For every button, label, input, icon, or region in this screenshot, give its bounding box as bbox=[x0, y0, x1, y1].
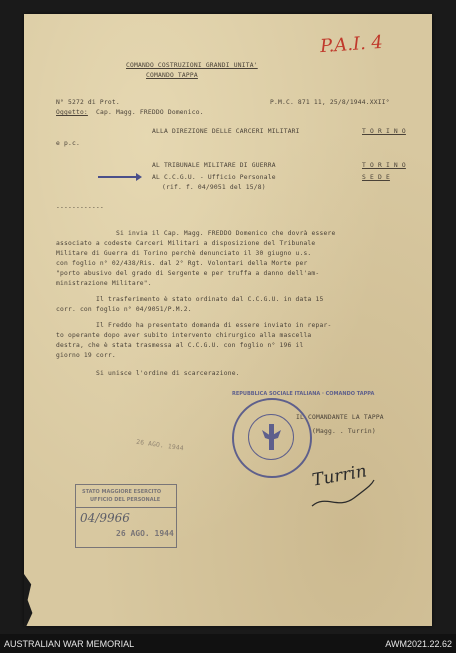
protocol-number: N° 5272 di Prot. bbox=[56, 99, 120, 106]
registry-date: 26 AGO. 1944 bbox=[116, 529, 174, 538]
addressee-1: ALLA DIREZIONE DELLE CARCERI MILITARI bbox=[152, 128, 300, 135]
body-line: associato a codeste Carceri Militari a disposizione del Tribunale bbox=[56, 240, 316, 247]
body-line: Militare di Guerra di Torino perchè denunciato il 30 giugno u.s. bbox=[56, 250, 312, 257]
body-line: Si invia il Cap. Magg. FREDDO Domenico che dovrà essere bbox=[116, 230, 336, 237]
separator: ------------ bbox=[56, 204, 104, 211]
post-and-date: P.M.C. 871 11, 25/8/1944.XXII° bbox=[270, 99, 390, 106]
subject-text: Cap. Magg. FREDDO Domenico. bbox=[96, 109, 204, 116]
addressee-3-place: S E D E bbox=[362, 174, 390, 181]
body-line: Il trasferimento è stato ordinato dal C.C.G.U. in data 15 bbox=[96, 296, 324, 303]
body-line: destra, che è stata trasmessa al C.C.G.U. con foglio n° 196 il bbox=[56, 342, 304, 349]
body-line: ministrazione Militare". bbox=[56, 280, 152, 287]
body-line: Si unisce l'ordine di scarcerazione. bbox=[96, 370, 240, 377]
org-line1: COMANDO COSTRUZIONI GRANDI UNITA' bbox=[126, 62, 258, 69]
registry-stamp-line1: STATO MAGGIORE ESERCITO bbox=[82, 489, 162, 495]
signature-title: IL COMANDANTE LA TAPPA bbox=[296, 414, 384, 421]
handwritten-reference: P.A.I. 4 bbox=[319, 31, 384, 58]
footer-institution: AUSTRALIAN WAR MEMORIAL bbox=[4, 639, 135, 649]
org-line2: COMANDO TAPPA bbox=[146, 72, 198, 79]
registry-stamp-line2: UFFICIO DEL PERSONALE bbox=[90, 497, 161, 503]
body-line: giorno 19 corr. bbox=[56, 352, 116, 359]
subject-label: Oggetto: bbox=[56, 109, 88, 116]
registry-divider bbox=[76, 507, 176, 508]
signature-stroke bbox=[308, 476, 378, 512]
body-line: "porto abusivo del grado di Sergente e per truffa a danno dell'am- bbox=[56, 270, 320, 277]
body-line: con foglio n° 02/438/Ris. dal 2° Rgt. Volontari della Morte per bbox=[56, 260, 308, 267]
addressee-2: AL TRIBUNALE MILITARE DI GUERRA bbox=[152, 162, 276, 169]
body-line: corr. con foglio n° 04/9051/P.M.2. bbox=[56, 306, 192, 313]
archive-footer bbox=[0, 634, 456, 653]
addressee-2-place: T O R I N O bbox=[362, 162, 406, 169]
torn-edge bbox=[24, 574, 36, 626]
registry-stamp bbox=[75, 484, 177, 548]
addressee-3: AL C.C.G.U. - Ufficio Personale bbox=[152, 174, 276, 181]
arrow-mark-icon bbox=[98, 172, 142, 182]
body-line: Il Freddo ha presentato domanda di essere inviato in repar- bbox=[96, 322, 332, 329]
addressee-1-place: T O R I N O bbox=[362, 128, 406, 135]
registry-handwritten-number: 04/9966 bbox=[80, 511, 130, 525]
faint-date-stamp: 26 AGO. 1944 bbox=[135, 438, 185, 453]
document-page bbox=[24, 14, 432, 626]
addressee-cc: e p.c. bbox=[56, 140, 80, 147]
handwritten-signature: Turrin bbox=[310, 461, 369, 491]
signature-name: (Magg. . Turrin) bbox=[312, 428, 376, 435]
footer-accession: AWM2021.22.62 bbox=[385, 639, 452, 649]
addressee-3-ref: (rif. f. 04/9051 del 15/8) bbox=[162, 184, 266, 191]
body-line: to operante dopo aver subito intervento chirurgico alla mascella bbox=[56, 332, 312, 339]
eagle-emblem-icon bbox=[260, 422, 284, 452]
round-stamp-text: REPUBBLICA SOCIALE ITALIANA · COMANDO TAPPA bbox=[232, 391, 375, 397]
